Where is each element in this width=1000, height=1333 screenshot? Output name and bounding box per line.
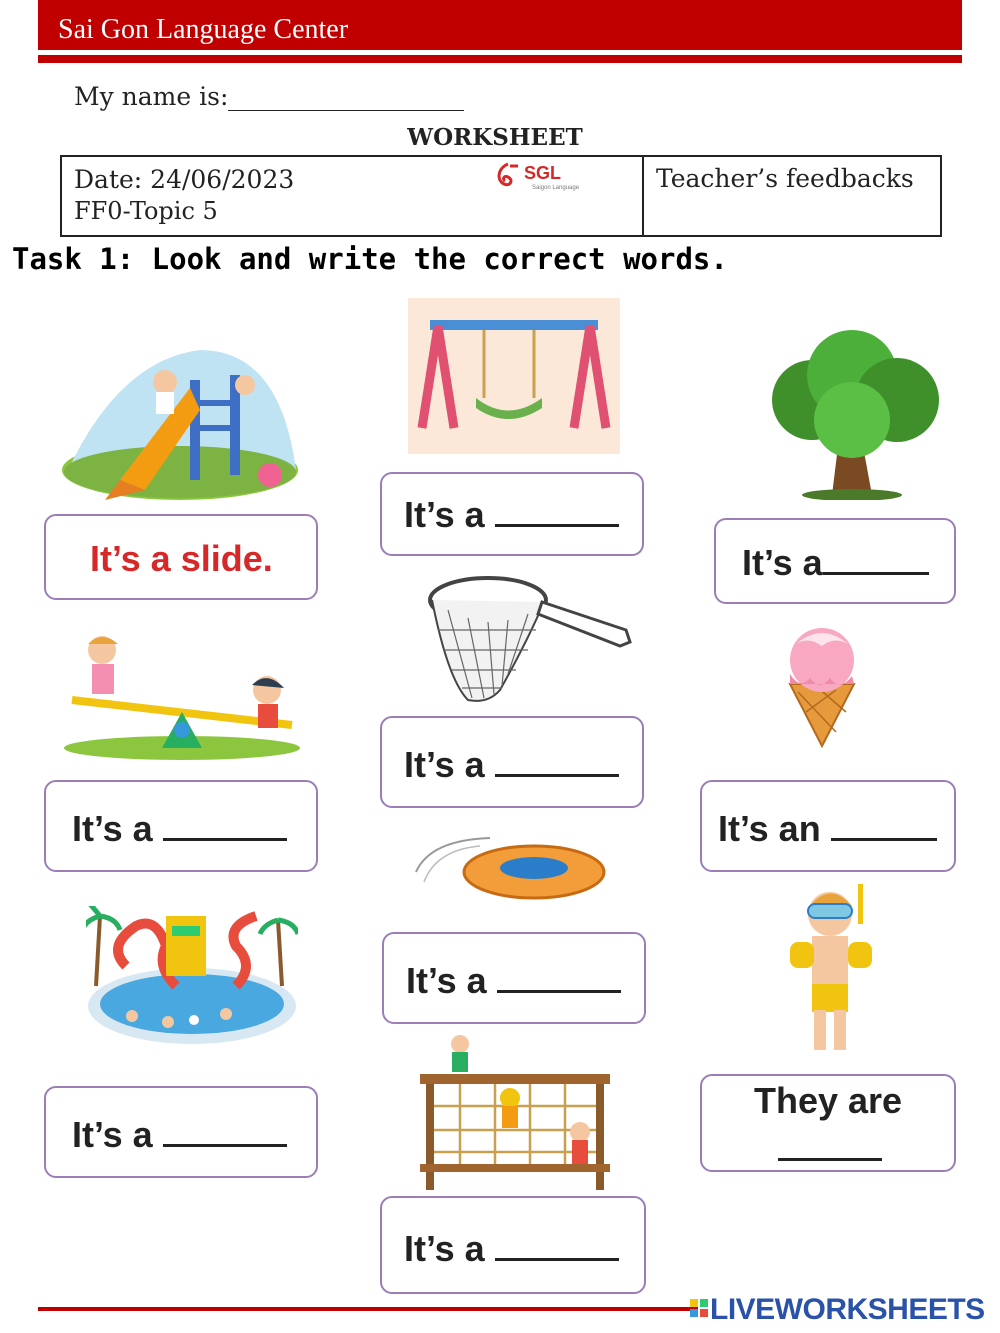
answer-box-climbing-frame[interactable] [380, 1196, 646, 1294]
slide-picture [60, 340, 300, 500]
answer-box-armbands[interactable] [700, 1074, 956, 1172]
header-title: Sai Gon Language Center [58, 14, 349, 45]
answer-pool-blank[interactable] [163, 1114, 287, 1147]
answer-climbing-frame-blank[interactable] [495, 1228, 619, 1261]
task-title: Task 1: Look and write the correct words. [12, 242, 728, 276]
answer-box-seesaw[interactable] [44, 780, 318, 872]
frisbee-picture [410, 832, 610, 912]
answer-tree-text [742, 542, 929, 584]
answer-ice-cream-blank[interactable] [831, 808, 937, 841]
answer-pool-prefix: It’s a [72, 1114, 153, 1155]
answer-box-frisbee[interactable] [382, 932, 646, 1024]
name-row [74, 82, 464, 111]
answer-ice-cream-prefix: It’s an [718, 808, 821, 849]
answer-armbands-blank[interactable] [778, 1128, 882, 1161]
answer-net-prefix: It’s a [404, 744, 485, 785]
swing-picture [408, 298, 620, 454]
answer-net-blank[interactable] [495, 744, 619, 777]
answer-swing-blank[interactable] [495, 494, 619, 527]
info-table-divider [642, 155, 644, 235]
answer-pool-text [72, 1114, 287, 1156]
answer-ice-cream-text [718, 808, 937, 850]
answer-tree-prefix: It’s a [742, 542, 823, 583]
liveworksheets-logo[interactable] [690, 1293, 985, 1327]
answer-seesaw-blank[interactable] [163, 808, 287, 841]
answer-slide-text: It’s a slide. [90, 538, 273, 579]
answer-box-net[interactable] [380, 716, 644, 808]
seesaw-picture [62, 630, 302, 760]
answer-swing-prefix: It’s a [404, 494, 485, 535]
answer-climbing-frame-text [404, 1228, 619, 1270]
ice-cream-picture [776, 622, 868, 748]
liveworksheets-text: LIVEWORKSHEETS [710, 1293, 985, 1326]
topic-label: FF0-Topic 5 [74, 197, 218, 225]
answer-box-slide[interactable] [44, 514, 318, 600]
climbing-frame-picture [420, 1034, 610, 1192]
answer-box-swing[interactable] [380, 472, 644, 556]
net-picture [428, 570, 634, 708]
answer-frisbee-text [406, 960, 621, 1002]
answer-frisbee-prefix: It’s a [406, 960, 487, 1001]
answer-armbands-prefix: They are [754, 1080, 903, 1121]
date-label: Date: 24/06/2023 [74, 165, 295, 194]
tree-picture [752, 330, 952, 500]
answer-net-text [404, 744, 619, 786]
sgl-logo-text: SGL [524, 163, 562, 183]
armbands-picture [786, 880, 886, 1056]
answer-seesaw-prefix: It’s a [72, 808, 153, 849]
answer-frisbee-blank[interactable] [497, 960, 621, 993]
answer-box-pool[interactable] [44, 1086, 318, 1178]
answer-armbands-text [778, 1128, 882, 1170]
header-divider [38, 55, 962, 63]
footer-divider [38, 1307, 698, 1311]
answer-seesaw-text [72, 808, 287, 850]
worksheet-title: WORKSHEET [407, 124, 583, 151]
teacher-feedback-label: Teacher’s feedbacks [656, 164, 914, 193]
sgl-logo-subtext: Saigon Language [532, 185, 580, 191]
liveworksheets-icon [690, 1297, 710, 1321]
answer-box-ice-cream[interactable] [700, 780, 956, 872]
name-input[interactable] [228, 86, 464, 111]
answer-swing-text [404, 494, 619, 536]
pool-picture [86, 906, 298, 1046]
name-label: My name is: [74, 82, 229, 111]
answer-box-tree[interactable] [714, 518, 956, 604]
sgl-logo-icon [494, 160, 586, 192]
answer-tree-blank[interactable] [823, 542, 929, 575]
answer-climbing-frame-prefix: It’s a [404, 1228, 485, 1269]
sgl-logo [494, 160, 586, 192]
